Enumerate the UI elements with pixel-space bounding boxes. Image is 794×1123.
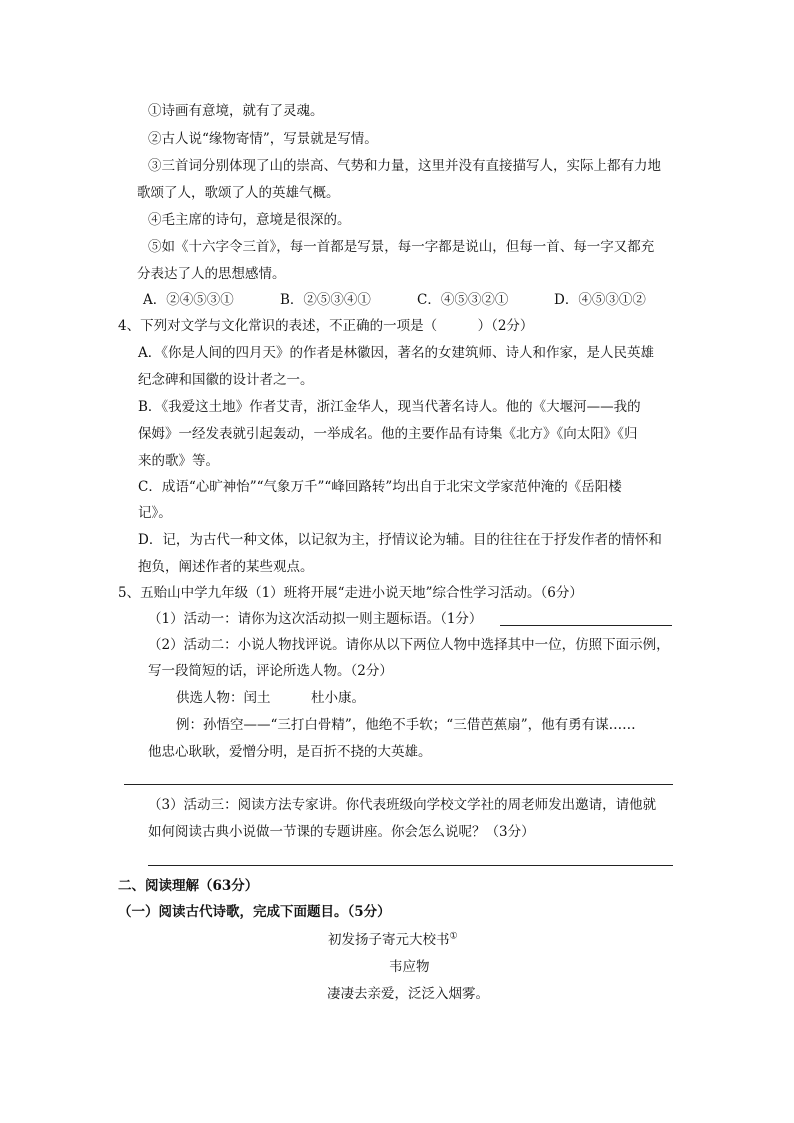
statement-4: ④毛主席的诗句，意境是很深的。 <box>148 212 351 228</box>
q3-option-c: C．④⑤③②① <box>417 292 509 308</box>
poem-title-text: 初发扬子寄元大校书 <box>328 932 450 948</box>
statement-3-cont: 歌颂了人，歌颂了人的英雄气概。 <box>137 185 340 201</box>
poem-title <box>328 930 458 950</box>
q5-activity-1: （1）活动一：请你为这次活动拟一则主题标语。（1分） <box>148 611 483 627</box>
poem-author: 韦应物 <box>389 959 430 975</box>
statement-2: ②古人说“缘物寄情”，写景就是写情。 <box>148 131 378 147</box>
activity-1-answer-line[interactable] <box>500 624 672 626</box>
q5-activity-3: （3）活动三：阅读方法专家讲。你代表班级向学校文学社的周老师发出邀请，请他就 <box>148 797 657 813</box>
statement-5-cont: 分表达了人的思想感情。 <box>137 266 286 282</box>
q5-activity-2: （2）活动二：小说人物找评说。请你从以下两位人物中选择其中一位，仿照下面示例， <box>148 637 670 653</box>
q4-line-b2: 保姆》一经发表就引起轰动，一举成名。他的主要作品有诗集《北方》《向太阳》《归 <box>138 426 638 442</box>
statement-5: ⑤如《十六字令三首》，每一首都是写景，每一字都是说山，但每一首、每一字又都充 <box>148 239 655 255</box>
q4-line-a1: A．《你是人间的四月天》的作者是林徽因，著名的女建筑师、诗人和作家，是人民英雄 <box>138 345 654 361</box>
activity-3-answer-line[interactable] <box>148 864 673 866</box>
q3-option-a: A．②④⑤③① <box>143 292 234 308</box>
q4-line-b1: B．《我爱这土地》作者艾青，浙江金华人，现当代著名诗人。他的《大堰河——我的 <box>138 399 641 415</box>
candidate-characters: 供选人物：闰土 杜小康。 <box>176 690 365 706</box>
q4-line-d1: D．记，为古代一种文体，以记叙为主，抒情议论为辅。目的往往在于抒发作者的情怀和 <box>138 532 662 548</box>
q5-activity-2-cont: 写一段简短的话，评论所选人物。（2分） <box>148 663 393 679</box>
q3-option-d: D．④⑤③①② <box>554 292 646 308</box>
q5-stem: 5、五贻山中学九年级（1）班将开展“走进小说天地”综合性学习活动。（6分） <box>118 585 583 601</box>
q3-option-b: B．②⑤③④① <box>280 292 371 308</box>
section-2-subtitle: （一）阅读古代诗歌，完成下面题目。（5分） <box>118 904 391 920</box>
poem-footnote-mark: ① <box>449 931 458 942</box>
q4-stem: 4、下列对文学与文化常识的表述，不正确的一项是（ ）（2分） <box>118 318 534 334</box>
example-line-1: 例：孙悟空——“三打白骨精”，他绝不手软；“三借芭蕉扇”，他有勇有谋…… <box>176 717 636 733</box>
q5-activity-3-cont: 如何阅读古典小说做一节课的专题讲座。你会怎么说呢？（3分） <box>148 824 535 840</box>
statement-3: ③三首词分别体现了山的崇高、气势和力量，这里并没有直接描写人，实际上都有力地 <box>148 158 661 174</box>
q4-line-d2: 抱负，阐述作者的某些观点。 <box>138 559 314 575</box>
q4-line-a2: 纪念碑和国徽的设计者之一。 <box>138 372 314 388</box>
q4-line-b3: 来的歌》等。 <box>138 453 219 469</box>
statement-1: ①诗画有意境，就有了灵魂。 <box>148 103 324 119</box>
example-line-2: 他忠心耿耿，爱憎分明，是百折不挠的大英雄。 <box>148 744 432 760</box>
poem-line-1: 凄凄去亲爱，泛泛入烟雾。 <box>327 986 489 1002</box>
q4-line-c1: C．成语“心旷神怡”“气象万千”“峰回路转”均出自于北宋文学家范仲淹的《岳阳楼 <box>138 479 622 495</box>
section-2-title: 二、阅读理解（63分） <box>118 878 259 894</box>
activity-2-answer-line[interactable] <box>124 783 673 785</box>
q4-line-c2: 记》。 <box>138 505 172 521</box>
